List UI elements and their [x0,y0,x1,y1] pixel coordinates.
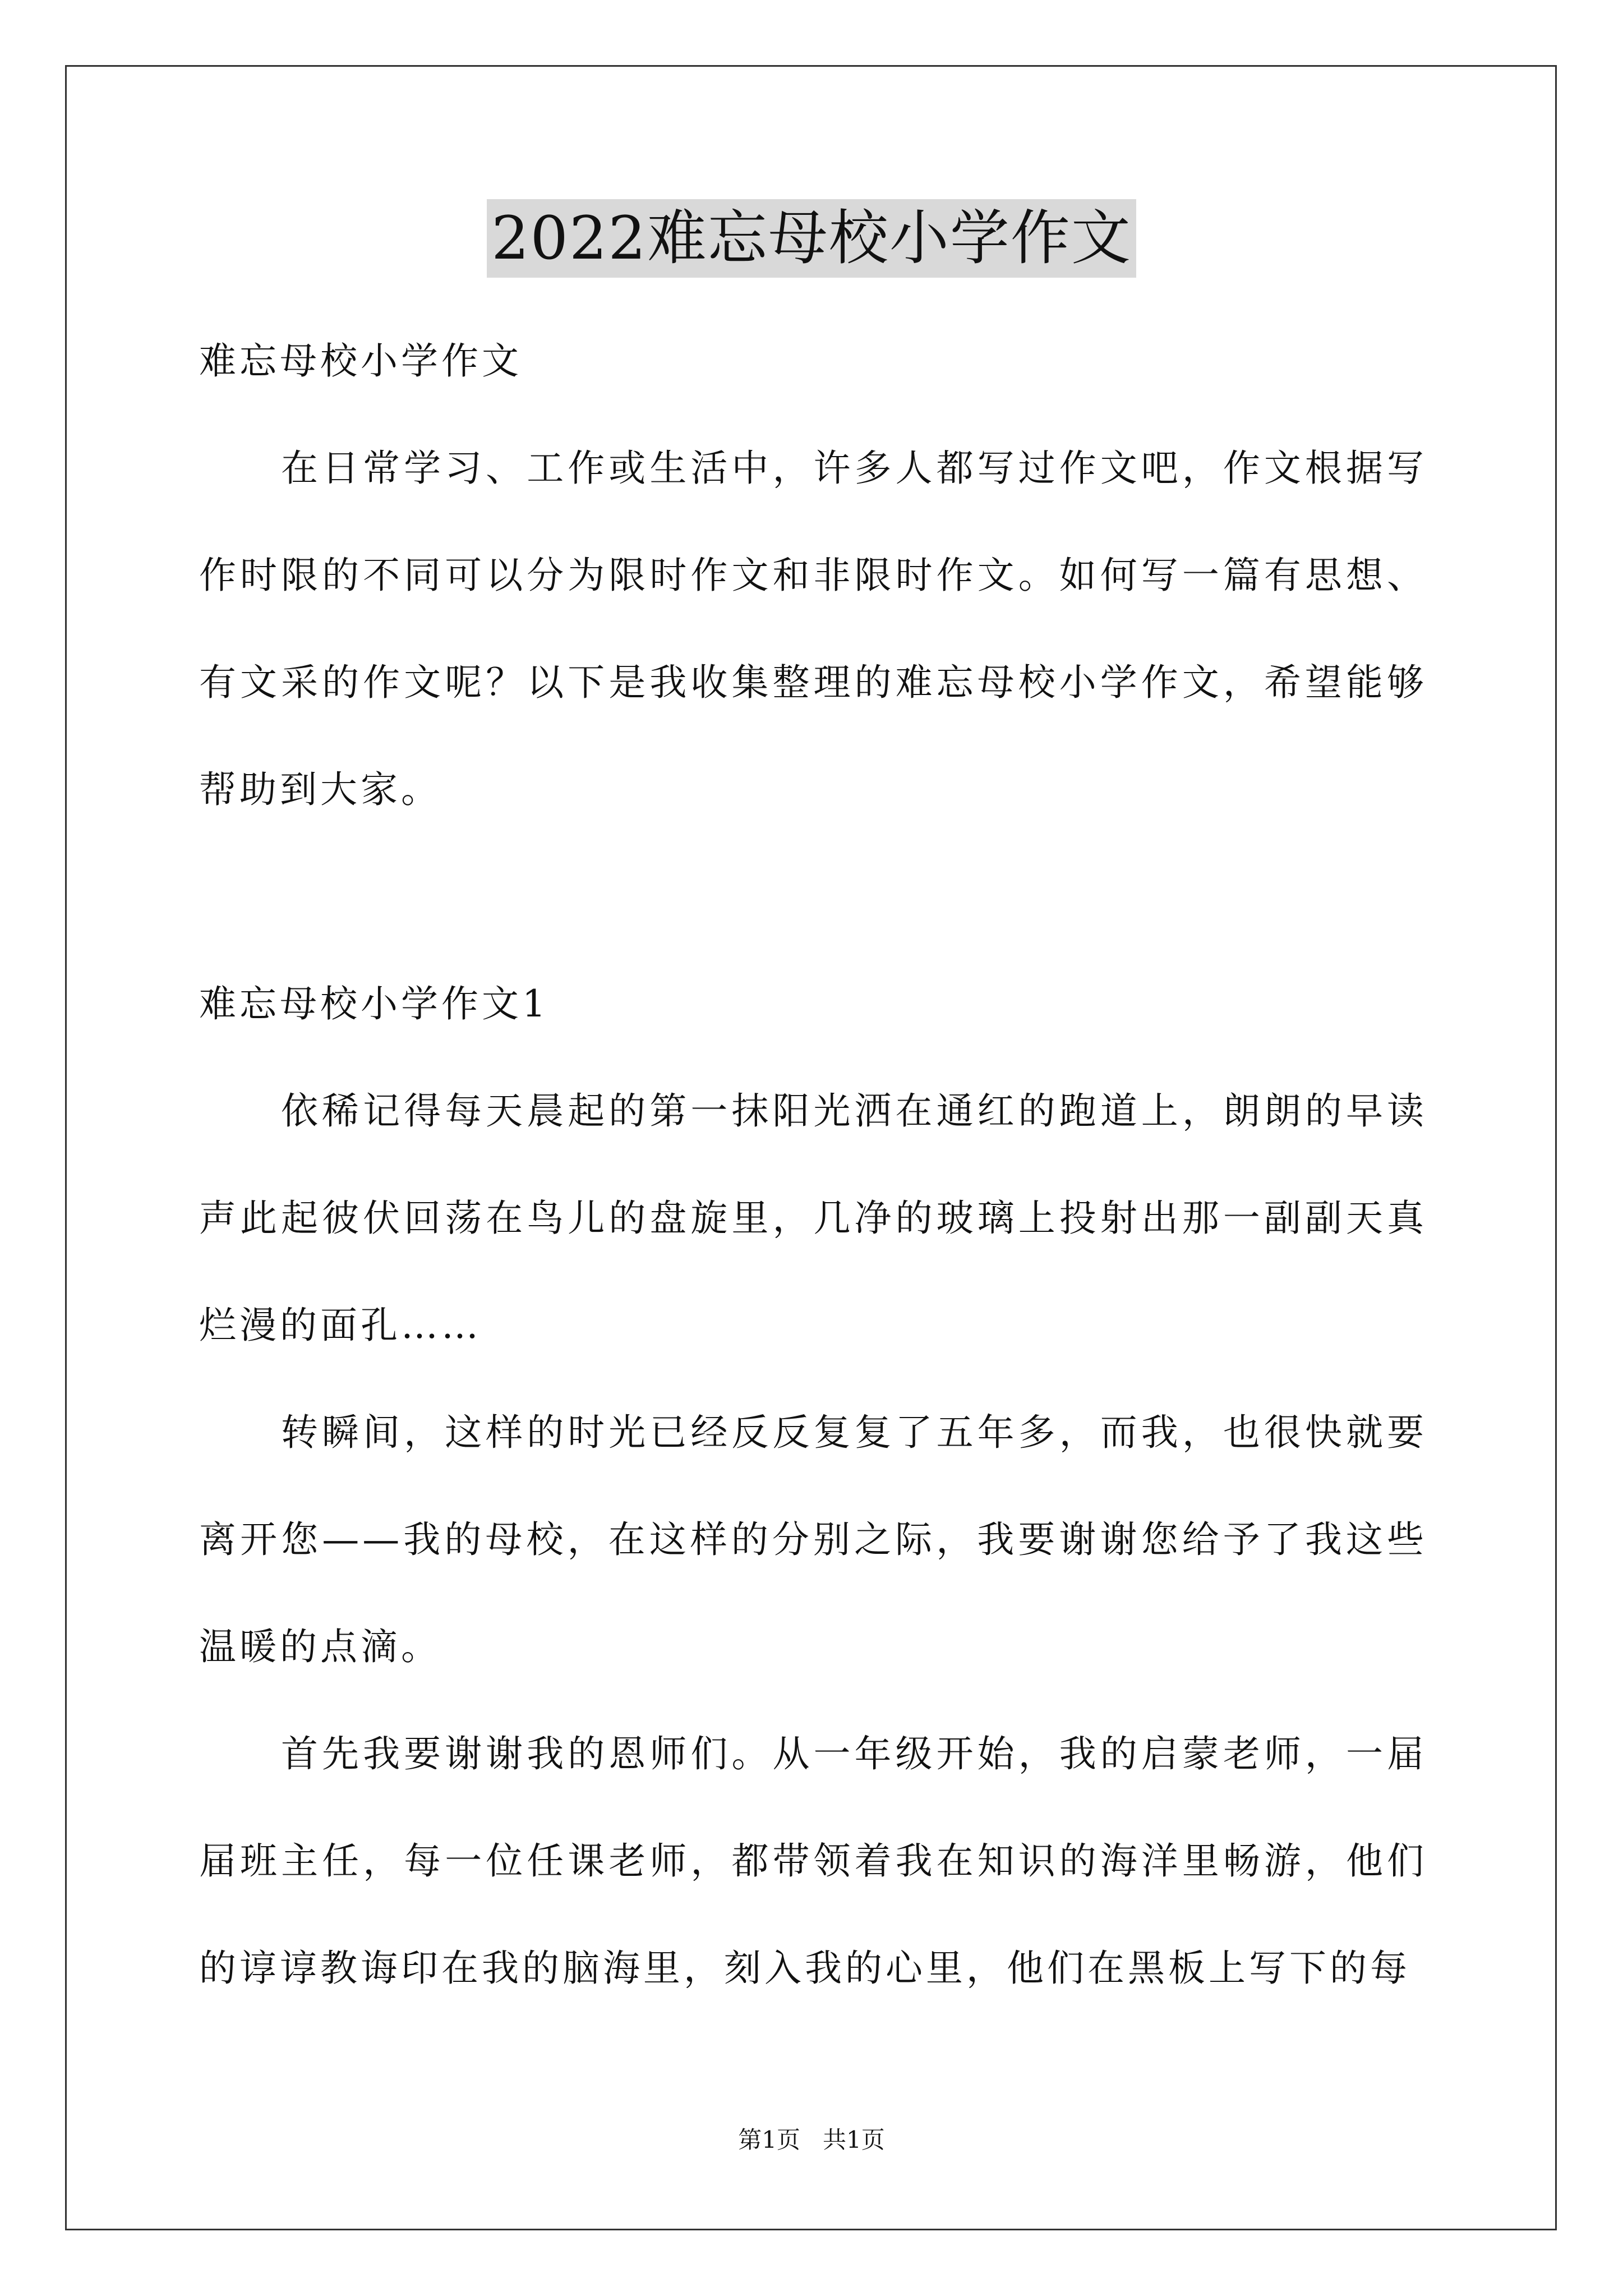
document-title: 2022难忘母校小学作文 [487,199,1136,278]
paragraph-gap [199,843,1427,950]
body-paragraph: 转瞬间，这样的时光已经反反复复了五年多，而我，也很快就要离开您——我的母校，在这样的分别之际，我要谢谢您给予了我这些温暖的点滴。 [199,1411,1427,1668]
section-heading: 难忘母校小学作文1 [199,982,549,1025]
page-footer [0,2123,1623,2157]
page-total: 共1页 [823,2126,885,2154]
section-heading: 难忘母校小学作文 [199,339,522,383]
title-wrap [0,199,1623,278]
body-paragraph: 依稀记得每天晨起的第一抹阳光洒在通红的跑道上，朗朗的早读声此起彼伏回荡在鸟儿的盘旋里，几净的玻璃上投射出那一副副天真烂漫的面孔…… [199,1089,1427,1347]
document-body [199,307,1427,2022]
page-number: 第1页 [738,2126,800,2154]
intro-paragraph: 在日常学习、工作或生活中，许多人都写过作文吧，作文根据写作时限的不同可以分为限时作文和非限时作文。如何写一篇有思想、有文采的作文呢？以下是我收集整理的难忘母校小学作文，希望能够帮助到大家。 [199,447,1427,811]
body-paragraph: 首先我要谢谢我的恩师们。从一年级开始，我的启蒙老师，一届届班主任，每一位任课老师，都带领着我在知识的海洋里畅游，他们的谆谆教诲印在我的脑海里，刻入我的心里，他们在黑板上写下的每 [199,1732,1427,1990]
